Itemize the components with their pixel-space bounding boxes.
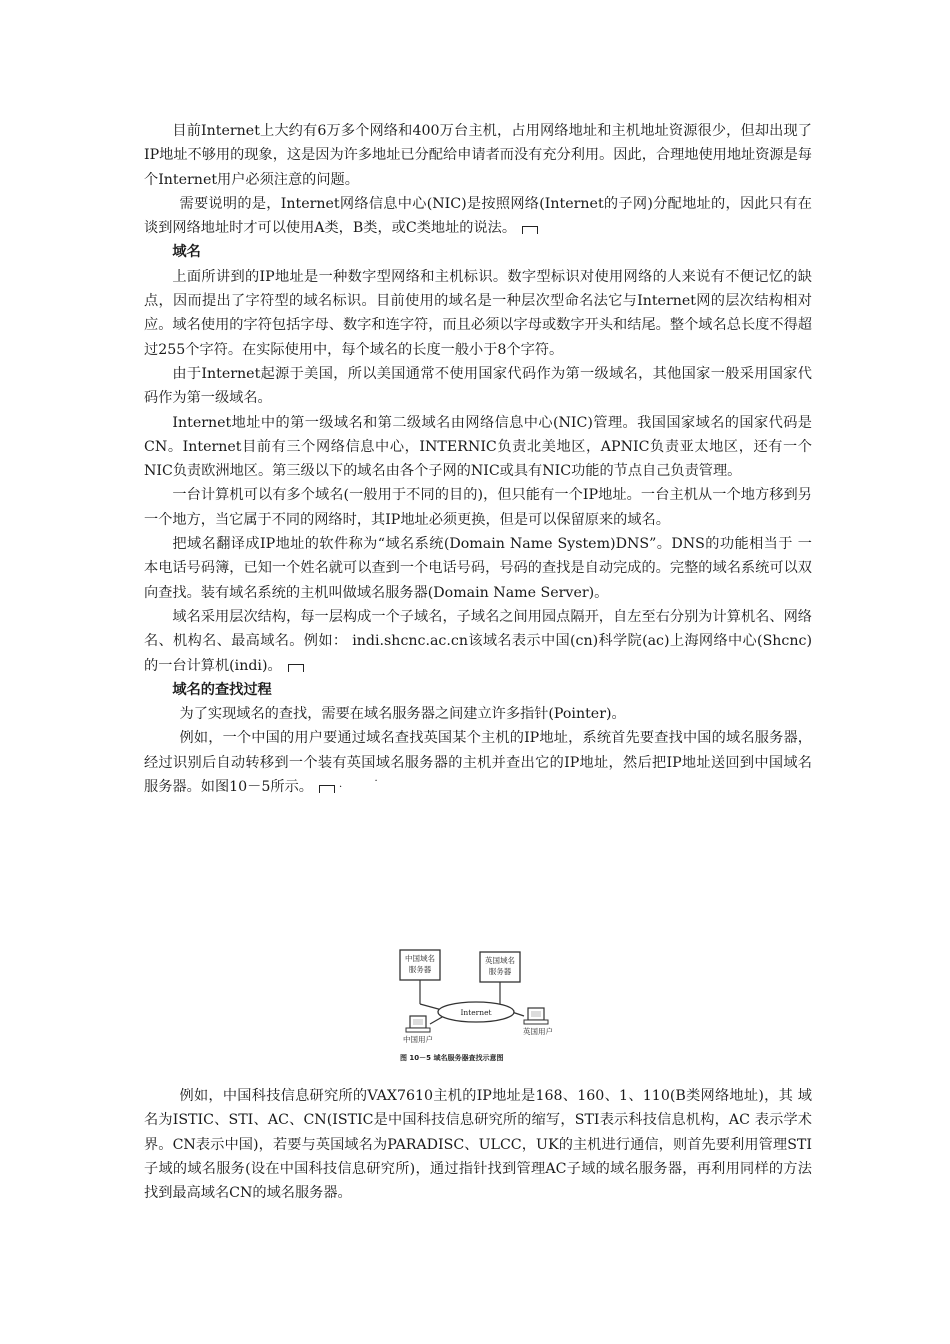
return-mark-icon	[522, 226, 538, 234]
paragraph-ip-resources: 目前Internet上大约有6万多个网络和400万台主机，占用网络地址和主机地址资源很少，但却出现了IP地址不够用的现象，这是因为许多地址已分配给申请者而没有充分利用。因此，合理地使用地址资源是每个Internet用户必须注意的问题。	[144, 123, 812, 188]
heading-domain-name: 域名	[172, 244, 201, 261]
connector-china-user	[430, 1016, 444, 1024]
china-user-label: 中国用户	[403, 1035, 433, 1044]
paragraph-pointer: 为了实现域名的查找，需要在域名服务器之间建立许多指针(Pointer)。	[179, 706, 626, 723]
internet-label: Internet	[460, 1008, 492, 1017]
paragraph-lookup-example	[144, 726, 812, 799]
uk-server-label-2: 服务器	[488, 967, 512, 976]
paragraph-domain-multiple: 一台计算机可以有多个域名(一般用于不同的目的)，但只能有一个IP地址。一台主机从一个地方移到另一个地方，当它属于不同的网络时，其IP地址必须更换，但是可以保留原来的域名。	[144, 487, 812, 528]
paragraph-hierarchy-text: 域名采用层次结构，每一层构成一个子域名，子域名之间用园点隔开，自左至右分别为计算机名、网络名、机构名、最高域名。例如： indi.shcnc.ac.cn该域名表示中国(cn)科学院(ac)上海网络中心(Shcnc)的一台计算机(indi)。	[144, 608, 812, 674]
china-server-label-1: 中国域名	[405, 954, 435, 963]
return-mark-icon	[319, 785, 335, 793]
paragraph-hierarchy	[144, 605, 812, 678]
figure-caption: 图 10－5 域名服务器查找示意图	[400, 1054, 504, 1062]
body-top	[144, 119, 812, 799]
return-mark-icon	[288, 664, 304, 672]
uk-user-computer-icon	[524, 1008, 548, 1024]
figure-dns-lookup	[392, 948, 568, 1068]
uk-user-label: 英国用户	[523, 1027, 553, 1036]
vertical-dots-icon: · ·	[338, 776, 378, 794]
paragraph-domain-usa: 由于Internet起源于美国，所以美国通常不使用国家代码作为第一级域名，其他国家一般采用国家代码作为第一级域名。	[144, 365, 812, 407]
paragraph-nic-note	[144, 192, 812, 241]
paragraph-lookup-example-text: 例如，一个中国的用户要通过域名查找英国某个主机的IP地址，系统首先要查找中国的域名服务器，经过识别后自动转移到一个装有英国域名服务器的主机并查出它的IP地址，然后把IP地址送回到中国域名服务器。如图10－5所示。	[144, 730, 812, 796]
china-server-label-2: 服务器	[408, 965, 432, 974]
paragraph-domain-nic: Internet地址中的第一级域名和第二级域名由网络信息中心(NIC)管理。我国国家域名的国家代码是CN。Internet目前有三个网络信息中心，INTERNIC负责北美地区，APNIC负责亚太地区，还有一个NIC负责欧洲地区。第三级以下的域名由各个子网的NIC或具有NIC功能的节点自己负责管理。	[144, 414, 812, 480]
paragraph-dns: 把域名翻译成IP地址的软件称为“域名系统(Domain Name System)DNS”。DNS的功能相当于 一本电话号码簿，已知一个姓名就可以查到一个电话号码，号码的查找是自动完成的。完整的域名系统可以双向查找。装有域名系统的主机叫做域名服务器(Domain Name Server)。	[144, 536, 812, 601]
body-bottom	[144, 1084, 812, 1205]
heading-lookup-process: 域名的查找过程	[172, 681, 272, 698]
china-user-computer-icon	[406, 1016, 430, 1032]
paragraph-vax-example: 例如，中国科技信息研究所的VAX7610主机的IP地址是168、160、1、110(B类网络地址)，其 域 名为ISTIC、STI、AC、CN(ISTIC是中国科技信息研究所的缩写，STI表示科技信息机构，AC 表示学术界。CN表示中国)，若要与英国域名为PARADISC、ULCC，UK的主机进行通信，则首先要利用管理STI子域的域名服务(设在中国科技信息研究所)，通过指针找到管理AC子域的域名服务器，再利用同样的方法找到最高域名CN的域名服务器。	[144, 1088, 812, 1202]
paragraph-nic-note-text: 需要说明的是，Internet网络信息中心(NIC)是按照网络(Internet的子网)分配地址的，因此只有在谈到网络地址时才可以使用A类，B类，或C类地址的说法。	[144, 195, 812, 237]
figure-diagram	[392, 948, 568, 1068]
uk-server-label-1: 英国域名	[485, 956, 515, 965]
paragraph-domain-intro: 上面所讲到的IP地址是一种数字型网络和主机标识。数字型标识对使用网络的人来说有不便记忆的缺点，因而提出了字符型的域名标识。目前使用的域名是一种层次型命名法它与Internet网的层次结构相对应。域名使用的字符包括字母、数字和连字符，而且必须以字母或数字开头和结尾。整个域名总长度不得超过255个字符。在实际使用中，每个域名的长度一般小于8个字符。	[144, 268, 812, 358]
